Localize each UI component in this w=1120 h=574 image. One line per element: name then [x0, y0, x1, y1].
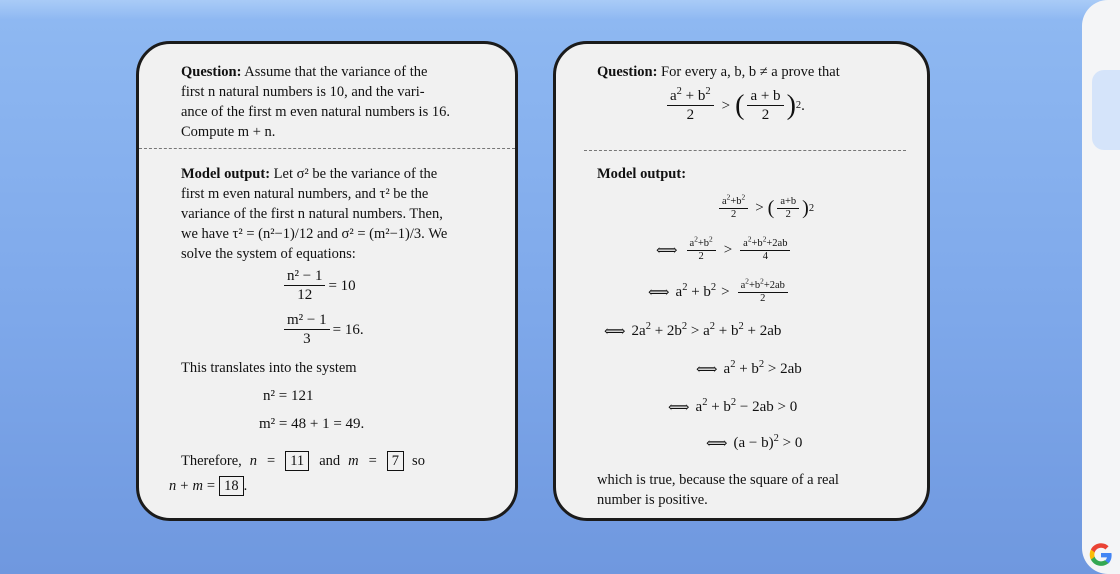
- step-1: $\frac{a^2+b^2}{2}$ > ( $\frac{a+b}{2}$ ) 2: [716, 196, 814, 221]
- question-line-3: ance of the first m even natural numbers is 16.: [181, 104, 450, 120]
- output-line-3: variance of the first n natural numbers. Then,: [181, 206, 443, 222]
- question-line-2: first n natural numbers is 10, and the vari-: [181, 84, 425, 100]
- step-7: ⟺ $(a - b)^2 > 0$: [706, 433, 803, 452]
- google-g-logo-icon: [1088, 542, 1114, 568]
- output-line-1: Model output: Let σ² be the variance of the: [181, 166, 438, 182]
- conclusion-line-1: which is true, because the square of a real: [597, 472, 839, 488]
- question-card-variance: [136, 41, 518, 521]
- top-band: [0, 0, 1120, 20]
- question-line: Question: For every a, b, b ≠ a prove that: [597, 64, 840, 80]
- divider: [139, 148, 515, 149]
- output-label: Model output:: [181, 166, 271, 182]
- output-label: Model output:: [597, 166, 687, 182]
- step-2: ⟺ $\frac{a^2+b^2}{2}$ > $\frac{a^2+b^2+2ab}{4}$: [656, 238, 793, 263]
- side-panel-highlight: [1092, 70, 1120, 150]
- question-card-inequality: [553, 41, 930, 521]
- question-label: Question:: [597, 64, 658, 80]
- system-eq-2: m² = 48 + 1 = 49.: [259, 416, 365, 432]
- sum-line: n + m = 18 .: [169, 478, 248, 494]
- output-line-4: we have τ² = (n²−1)/12 and σ² = (m²−1)/3. We: [181, 226, 448, 242]
- conclusion-line-2: number is positive.: [597, 492, 708, 508]
- answer-box-sum: 18: [219, 476, 244, 496]
- main-inequality: $\frac{a^2 + b^2}{2}$ > ( $\frac{a + b}{2}$ ) 2 .: [664, 88, 805, 124]
- equation-2: $\frac{\text{m² − 1}}{3}$ = 16.: [281, 312, 364, 348]
- step-6: ⟺ $a^2 + b^2 - 2ab > 0$: [668, 397, 798, 416]
- question-label: Question:: [181, 64, 242, 80]
- therefore-line: Therefore, n = 11 and m = 7 so: [181, 453, 425, 469]
- equation-1: $\frac{\text{n² − 1}}{12}$ = 10: [281, 268, 356, 304]
- answer-box-m: 7: [387, 451, 404, 471]
- step-5: ⟺ $a^2 + b^2 > 2ab$: [696, 359, 802, 378]
- divider: [584, 150, 906, 151]
- system-eq-1: n² = 121: [263, 388, 314, 404]
- step-3: ⟺ $a^2 + b^2$ > $\frac{a^2+b^2+2ab}{2}$: [648, 280, 791, 305]
- output-line-5: solve the system of equations:: [181, 246, 356, 262]
- output-line-2: first m even natural numbers, and τ² be the: [181, 186, 429, 202]
- question-line-1: Question: Assume that the variance of the: [181, 64, 428, 80]
- answer-box-n: 11: [285, 451, 309, 471]
- question-line-4: Compute m + n.: [181, 124, 276, 140]
- step-4: ⟺ $2a^2 + 2b^2 > a^2 + b^2 + 2ab$: [604, 321, 782, 340]
- translate-line: This translates into the system: [181, 360, 357, 376]
